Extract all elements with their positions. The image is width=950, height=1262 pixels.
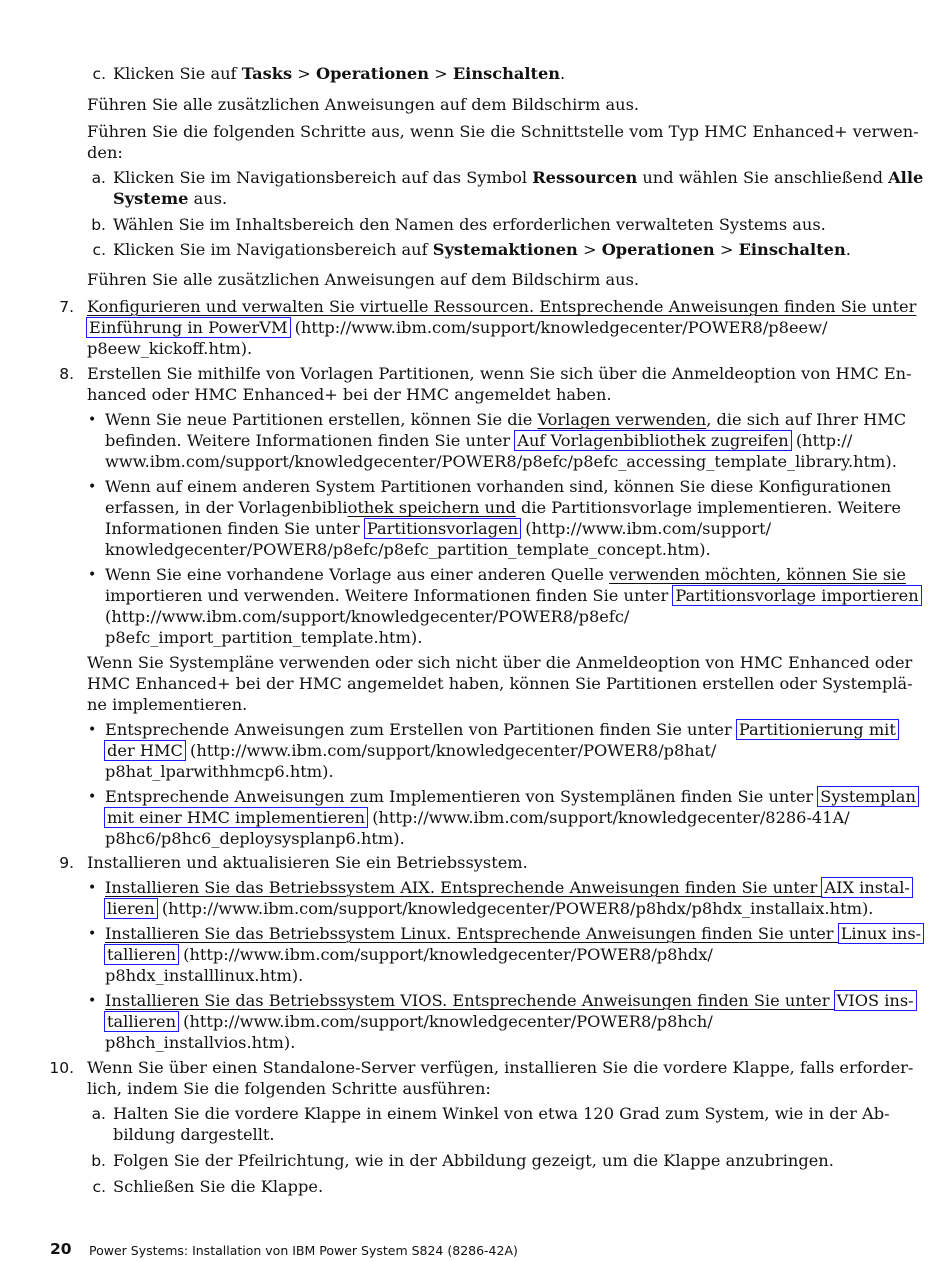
substep-a-marker: a. — [91, 169, 106, 187]
link-systemplan[interactable]: Systemplan — [817, 786, 919, 807]
link-vios-installieren[interactable]: VIOS ins- — [834, 990, 917, 1011]
step-8-para-line-1: Wenn Sie Systempläne verwenden oder sich nicht über die Anmeldeoption von HMC Enhanced oder — [87, 653, 913, 672]
step-8-bullet-5-line-3: p8hc6/p8hc6_deploysysplanp6.htm). — [105, 829, 405, 848]
step-8-bullet-5-line-1: Entsprechende Anweisungen zum Implementieren von Systemplänen finden Sie unter Systemplan — [105, 787, 918, 808]
follow-instructions-2: Führen Sie alle zusätzlichen Anweisungen auf dem Bildschirm aus. — [87, 270, 640, 289]
step-9-bullet-1-line-1: Installieren Sie das Betriebssystem AIX. Entsprechende Anweisungen finden Sie unter AIX instal- — [105, 878, 912, 899]
step-7-line-2: Einführung in PowerVM (http://www.ibm.com/support/knowledgecenter/POWER8/p8eew/ — [87, 318, 827, 339]
step-9-bullet-1-line-2: lieren (http://www.ibm.com/support/knowledgecenter/POWER8/p8hdx/p8hdx_installaix.htm). — [105, 899, 873, 920]
step-9-bullet-2-line-2: tallieren (http://www.ibm.com/support/knowledgecenter/POWER8/p8hdx/ — [105, 945, 713, 966]
step-8-para-line-3: ne implementieren. — [87, 695, 248, 714]
substep-a-line-1: Klicken Sie im Navigationsbereich auf das Symbol Ressourcen und wählen Sie anschließend Alle — [113, 168, 924, 187]
step-10-b-text: Folgen Sie der Pfeilrichtung, wie in der Abbildung gezeigt, um die Klappe anzubringen. — [113, 1151, 834, 1170]
link-partitionierung-hmc[interactable]: Partitionierung mit — [736, 719, 899, 740]
step-8-bullet-3-line-4: p8efc_import_partition_template.htm). — [105, 628, 423, 647]
step-10-a-marker: a. — [91, 1105, 106, 1123]
substep-a-line-2: Systeme aus. — [113, 189, 228, 208]
step-8-bullet-2-line-2: erfassen, in der Vorlagenbibliothek speichern und die Partitionsvorlage implementieren. Weitere — [105, 498, 901, 517]
step-10-marker: 10. — [49, 1059, 74, 1077]
bullet: • — [88, 993, 97, 1009]
link-aix-installieren[interactable]: AIX instal- — [821, 877, 912, 898]
link-aix-installieren-cont[interactable]: lieren — [104, 898, 158, 919]
step-10-c-marker: c. — [92, 1178, 106, 1196]
step-9-bullet-3-line-2: tallieren (http://www.ibm.com/support/knowledgecenter/POWER8/p8hch/ — [105, 1012, 713, 1033]
step-9-bullet-3-line-3: p8hch_installvios.htm). — [105, 1033, 296, 1052]
link-partitionierung-hmc-cont[interactable]: der HMC — [104, 740, 186, 761]
step-9-bullet-2-line-3: p8hdx_installlinux.htm). — [105, 966, 304, 985]
follow-instructions-1: Führen Sie alle zusätzlichen Anweisungen auf dem Bildschirm aus. — [87, 95, 640, 114]
step-8-bullet-5-line-2: mit einer HMC implementieren (http://www.ibm.com/support/knowledgecenter/8286-41A/ — [105, 808, 850, 829]
step-9-marker: 9. — [59, 854, 74, 872]
link-linux-installieren-cont[interactable]: tallieren — [104, 944, 179, 965]
step-8-bullet-3-line-1: Wenn Sie eine vorhandene Vorlage aus einer anderen Quelle verwenden möchten, können Sie sie — [105, 565, 906, 584]
step-10-line-2: lich, indem Sie die folgenden Schritte ausführen: — [87, 1079, 491, 1098]
bullet: • — [88, 479, 97, 495]
step-8-bullet-3-line-2: importieren und verwenden. Weitere Informationen finden Sie unter Partitionsvorlage importieren — [105, 586, 921, 607]
step-8-bullet-1-line-2: befinden. Weitere Informationen finden Sie unter Auf Vorlagenbibliothek zugreifen (http:// — [105, 431, 853, 450]
step-8-line-2: hanced oder HMC Enhanced+ bei der HMC angemeldet haben. — [87, 385, 612, 404]
page-number: 20 — [50, 1240, 72, 1258]
link-systemplan-cont[interactable]: mit einer HMC implementieren — [104, 807, 368, 828]
step-8-bullet-3-line-3: (http://www.ibm.com/support/knowledgecenter/POWER8/p8efc/ — [105, 607, 630, 626]
substep-b-text: Wählen Sie im Inhaltsbereich den Namen des erforderlichen verwalteten Systems aus. — [113, 215, 826, 234]
bullet: • — [88, 412, 97, 428]
link-vios-installieren-cont[interactable]: tallieren — [104, 1011, 179, 1032]
step-10-c-text: Schließen Sie die Klappe. — [113, 1177, 324, 1196]
substep-c-marker: c. — [92, 65, 106, 83]
bullet: • — [88, 789, 97, 805]
bullet: • — [88, 880, 97, 896]
step-8-bullet-2-line-4: knowledgecenter/POWER8/p8efc/p8efc_partition_template_concept.htm). — [105, 540, 711, 559]
step-7-line-3: p8eew_kickoff.htm). — [87, 339, 253, 358]
step-9-bullet-2-line-1: Installieren Sie das Betriebssystem Linux. Entsprechende Anweisungen finden Sie unter Linux ins- — [105, 924, 923, 945]
substep-c2-text: Klicken Sie im Navigationsbereich auf Systemaktionen > Operationen > Einschalten. — [113, 240, 851, 259]
step-8-para-line-2: HMC Enhanced+ bei der HMC angemeldet haben, können Sie Partitionen erstellen oder Systemplä- — [87, 674, 913, 693]
link-partitionsvorlage-importieren[interactable]: Partitionsvorlage importieren — [672, 585, 921, 606]
step-8-bullet-4-line-3: p8hat_lparwithhmcp6.htm). — [105, 762, 334, 781]
step-8-marker: 8. — [59, 365, 74, 383]
substep-c2-marker: c. — [92, 241, 106, 259]
step-10-a-line-1: Halten Sie die vordere Klappe in einem Winkel von etwa 120 Grad zum System, wie in der Ab- — [113, 1104, 890, 1123]
footer-title: Power Systems: Installation von IBM Power System S824 (8286-42A) — [89, 1243, 518, 1258]
step-10-b-marker: b. — [91, 1152, 106, 1170]
step-8-bullet-2-line-3: Informationen finden Sie unter Partitionsvorlagen (http://www.ibm.com/support/ — [105, 519, 772, 538]
link-vorlagenbibliothek[interactable]: Auf Vorlagenbibliothek zugreifen — [514, 430, 791, 451]
step-9-line-1: Installieren und aktualisieren Sie ein Betriebssystem. — [87, 853, 528, 872]
substep-c-tasks: Klicken Sie auf Tasks > Operationen > Einschalten. — [113, 64, 566, 83]
step-8-bullet-2-line-1: Wenn auf einem anderen System Partitionen vorhanden sind, können Sie diese Konfigurationen — [105, 477, 892, 496]
step-8-line-1: Erstellen Sie mithilfe von Vorlagen Partitionen, wenn Sie sich über die Anmeldeoption von HMC En- — [87, 364, 912, 383]
bullet: • — [88, 567, 97, 583]
step-7-line-1: Konfigurieren und verwalten Sie virtuelle Ressourcen. Entsprechende Anweisungen finden Sie unter — [87, 297, 917, 316]
link-linux-installieren[interactable]: Linux ins- — [838, 923, 924, 944]
enhanced-intro-line-2: den: — [87, 143, 123, 162]
enhanced-intro-line-1: Führen Sie die folgenden Schritte aus, wenn Sie die Schnittstelle vom Typ HMC Enhanced+ verwen- — [87, 122, 919, 141]
step-8-bullet-1-line-1: Wenn Sie neue Partitionen erstellen, können Sie die Vorlagen verwenden, die sich auf Ihrer HMC — [105, 410, 907, 429]
step-8-bullet-1-line-3: www.ibm.com/support/knowledgecenter/POWER8/p8efc/p8efc_accessing_template_library.htm). — [105, 452, 897, 471]
step-10-a-line-2: bildung dargestellt. — [113, 1125, 275, 1144]
link-partitionsvorlagen[interactable]: Partitionsvorlagen — [364, 518, 521, 539]
step-7-marker: 7. — [59, 298, 74, 316]
substep-b-marker: b. — [91, 216, 106, 234]
bullet: • — [88, 926, 97, 942]
link-einfuehrung-powervm[interactable]: Einführung in PowerVM — [86, 317, 291, 338]
bullet: • — [88, 722, 97, 738]
step-9-bullet-3-line-1: Installieren Sie das Betriebssystem VIOS. Entsprechende Anweisungen finden Sie unter VIOS ins- — [105, 991, 916, 1012]
step-8-bullet-4-line-1: Entsprechende Anweisungen zum Erstellen von Partitionen finden Sie unter Partitionierung mit — [105, 720, 898, 741]
step-10-line-1: Wenn Sie über einen Standalone-Server verfügen, installieren Sie die vordere Klappe, falls erforder- — [87, 1058, 914, 1077]
step-8-bullet-4-line-2: der HMC (http://www.ibm.com/support/knowledgecenter/POWER8/p8hat/ — [105, 741, 716, 762]
